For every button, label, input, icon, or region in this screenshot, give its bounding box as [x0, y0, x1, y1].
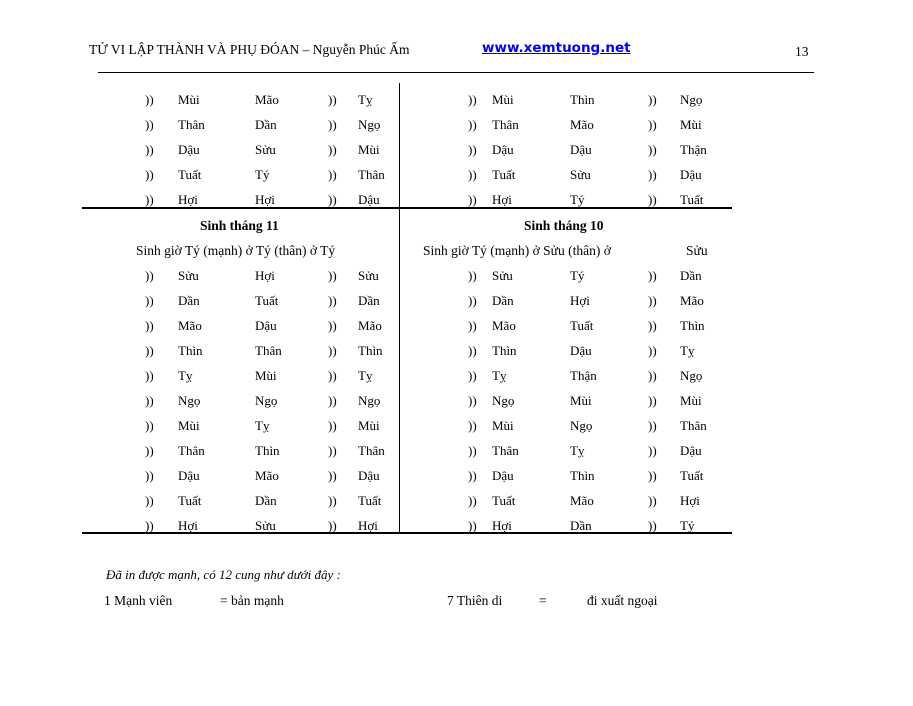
left-row-palace: Ngọ — [178, 393, 201, 408]
right-row-palace: Dần — [492, 293, 514, 308]
top-right-row-palace: Tuất — [492, 167, 516, 182]
right-row-branch: Mão — [570, 493, 594, 508]
left-row-marker2: )) — [328, 293, 337, 308]
top-left-row-marker2: )) — [328, 167, 337, 182]
top-right-row-palace: Dậu — [492, 142, 514, 157]
right-row-palace: Sửu — [492, 268, 513, 283]
right-row-marker2: )) — [648, 268, 657, 283]
right-row-marker2: )) — [648, 393, 657, 408]
top-left-row-branch: Sửu — [255, 142, 276, 157]
left-row-branch: Mùi — [255, 368, 277, 383]
left-row-branch: Tuất — [255, 293, 279, 308]
right-row-palace: Tuất — [492, 493, 516, 508]
left-row-palace: Mão — [178, 318, 202, 333]
top-left-row-branch: Tý — [255, 167, 270, 182]
right-row-marker2: )) — [648, 368, 657, 383]
top-right-row-marker: )) — [468, 117, 477, 132]
right-row-result: Tỵ — [680, 343, 695, 358]
right-row-branch: Thìn — [570, 468, 595, 483]
right-row-marker: )) — [468, 468, 477, 483]
left-row-marker: )) — [145, 443, 154, 458]
top-right-row-palace: Thân — [492, 117, 519, 132]
top-right-row-branch: Tý — [570, 192, 585, 207]
right-row-result: Thân — [680, 418, 707, 433]
right-row-marker: )) — [468, 443, 477, 458]
left-row-marker2: )) — [328, 468, 337, 483]
left-row-marker: )) — [145, 393, 154, 408]
right-row-result: Tuất — [680, 468, 704, 483]
right-row-result: Mùi — [680, 393, 702, 408]
intro-note: Đã in được mạnh, có 12 cung như dưới đây : — [106, 567, 341, 582]
left-row-marker: )) — [145, 318, 154, 333]
left-row-marker2: )) — [328, 268, 337, 283]
right-row-marker2: )) — [648, 293, 657, 308]
left-row-marker2: )) — [328, 343, 337, 358]
left-row-result: Thân — [358, 443, 385, 458]
left-row-branch: Dần — [255, 493, 277, 508]
right-row-result: Ngọ — [680, 368, 703, 383]
section-subtitle-left: Sinh giờ Tý (mạnh) ở Tý (thân) ở Tý — [136, 243, 336, 258]
right-row-branch: Mùi — [570, 393, 592, 408]
left-row-marker: )) — [145, 468, 154, 483]
left-row-branch: Tỵ — [255, 418, 270, 433]
right-row-result: Tý — [680, 518, 695, 533]
left-row-marker2: )) — [328, 368, 337, 383]
left-row-marker: )) — [145, 368, 154, 383]
right-row-marker2: )) — [648, 518, 657, 533]
right-row-result: Dần — [680, 268, 702, 283]
right-row-result: Hợi — [680, 493, 700, 508]
left-row-branch: Thìn — [255, 443, 280, 458]
top-right-row-marker2: )) — [648, 167, 657, 182]
top-right-row-marker: )) — [468, 192, 477, 207]
left-row-branch: Sửu — [255, 518, 276, 533]
top-left-row-branch: Mão — [255, 92, 279, 107]
left-row-palace: Thìn — [178, 343, 203, 358]
left-row-branch: Dậu — [255, 318, 277, 333]
top-right-row-branch: Mão — [570, 117, 594, 132]
right-row-palace: Thân — [492, 443, 519, 458]
top-left-row-marker: )) — [145, 117, 154, 132]
top-left-row-result: Dậu — [358, 192, 380, 207]
header-rule — [98, 72, 814, 73]
left-row-marker: )) — [145, 418, 154, 433]
left-row-result: Mùi — [358, 418, 380, 433]
top-right-row-result: Mùi — [680, 117, 702, 132]
right-row-marker: )) — [468, 368, 477, 383]
right-row-marker2: )) — [648, 318, 657, 333]
top-right-row-result: Thận — [680, 142, 707, 157]
right-row-marker: )) — [468, 493, 477, 508]
left-row-marker: )) — [145, 518, 154, 533]
left-row-marker2: )) — [328, 393, 337, 408]
top-left-row-palace: Tuất — [178, 167, 202, 182]
top-left-row-marker2: )) — [328, 92, 337, 107]
left-row-marker: )) — [145, 268, 154, 283]
document-title: TỬ VI LẬP THÀNH VÀ PHỤ ĐÓAN – Nguyễn Phúc Ấm — [89, 42, 410, 57]
right-row-result: Dậu — [680, 443, 702, 458]
left-row-palace: Dậu — [178, 468, 200, 483]
palace-7-label: 7 Thiên di — [447, 593, 503, 608]
right-row-marker: )) — [468, 518, 477, 533]
left-row-branch: Hợi — [255, 268, 275, 283]
right-row-palace: Ngọ — [492, 393, 515, 408]
section-subtitle-right: Sinh giờ Tý (mạnh) ở Sửu (thân) ở — [423, 243, 611, 258]
right-row-marker2: )) — [648, 418, 657, 433]
right-row-palace: Hợi — [492, 518, 512, 533]
left-row-marker: )) — [145, 493, 154, 508]
left-row-palace: Mùi — [178, 418, 200, 433]
top-left-row-branch: Hợi — [255, 192, 275, 207]
left-row-palace: Sửu — [178, 268, 199, 283]
right-row-marker: )) — [468, 393, 477, 408]
right-row-result: Mão — [680, 293, 704, 308]
top-right-row-palace: Mùi — [492, 92, 514, 107]
left-row-branch: Thân — [255, 343, 282, 358]
section-subtitle-right-tail: Sửu — [686, 243, 708, 258]
right-row-palace: Mùi — [492, 418, 514, 433]
left-row-palace: Tỵ — [178, 368, 193, 383]
right-row-palace: Thìn — [492, 343, 517, 358]
top-left-row-branch: Dần — [255, 117, 277, 132]
right-row-palace: Tỵ — [492, 368, 507, 383]
section-title-right: Sinh tháng 10 — [524, 218, 604, 233]
left-row-marker2: )) — [328, 418, 337, 433]
top-right-row-result: Tuất — [680, 192, 704, 207]
top-left-row-marker2: )) — [328, 142, 337, 157]
top-left-row-marker2: )) — [328, 117, 337, 132]
right-row-marker2: )) — [648, 493, 657, 508]
left-row-result: Hợi — [358, 518, 378, 533]
left-row-marker2: )) — [328, 443, 337, 458]
right-row-branch: Dần — [570, 518, 592, 533]
top-right-row-marker: )) — [468, 92, 477, 107]
right-row-branch: Thận — [570, 368, 597, 383]
right-row-marker2: )) — [648, 443, 657, 458]
top-left-row-result: Thân — [358, 167, 385, 182]
top-right-row-marker: )) — [468, 167, 477, 182]
right-row-marker: )) — [468, 318, 477, 333]
left-row-branch: Ngọ — [255, 393, 278, 408]
top-right-row-palace: Hợi — [492, 192, 512, 207]
top-left-row-result: Ngọ — [358, 117, 381, 132]
top-right-row-branch: Sửu — [570, 167, 591, 182]
left-row-result: Thìn — [358, 343, 383, 358]
left-row-result: Sửu — [358, 268, 379, 283]
left-row-branch: Mão — [255, 468, 279, 483]
top-right-row-marker: )) — [468, 142, 477, 157]
left-row-marker2: )) — [328, 318, 337, 333]
top-left-row-marker: )) — [145, 92, 154, 107]
left-row-marker2: )) — [328, 518, 337, 533]
top-left-row-palace: Thân — [178, 117, 205, 132]
palace-1-value: = bản mạnh — [220, 593, 284, 608]
left-row-result: Tỵ — [358, 368, 373, 383]
left-row-palace: Dần — [178, 293, 200, 308]
right-row-branch: Tỵ — [570, 443, 585, 458]
top-right-row-branch: Thìn — [570, 92, 595, 107]
left-row-palace: Thân — [178, 443, 205, 458]
left-row-palace: Hợi — [178, 518, 198, 533]
left-row-marker2: )) — [328, 493, 337, 508]
website-link[interactable]: www.xemtuong.net — [482, 40, 631, 56]
left-row-result: Dậu — [358, 468, 380, 483]
right-row-branch: Tuất — [570, 318, 594, 333]
left-row-result: Dần — [358, 293, 380, 308]
column-divider — [399, 83, 400, 534]
right-row-branch: Ngọ — [570, 418, 593, 433]
top-left-row-palace: Dậu — [178, 142, 200, 157]
left-row-marker: )) — [145, 343, 154, 358]
right-row-marker: )) — [468, 343, 477, 358]
top-right-row-marker2: )) — [648, 192, 657, 207]
top-right-row-marker2: )) — [648, 92, 657, 107]
palace-1-label: 1 Mạnh viên — [104, 593, 173, 608]
right-row-marker: )) — [468, 268, 477, 283]
top-left-row-marker: )) — [145, 142, 154, 157]
top-right-row-marker2: )) — [648, 142, 657, 157]
page-number: 13 — [795, 44, 809, 59]
top-left-row-marker: )) — [145, 167, 154, 182]
top-left-row-palace: Mùi — [178, 92, 200, 107]
left-row-palace: Tuất — [178, 493, 202, 508]
left-row-result: Ngọ — [358, 393, 381, 408]
right-row-marker2: )) — [648, 343, 657, 358]
palace-7-eq: = — [539, 593, 547, 608]
top-right-row-branch: Dậu — [570, 142, 592, 157]
top-left-row-result: Tỵ — [358, 92, 373, 107]
right-row-branch: Tý — [570, 268, 585, 283]
top-right-row-result: Ngọ — [680, 92, 703, 107]
right-row-marker: )) — [468, 293, 477, 308]
right-row-result: Thìn — [680, 318, 705, 333]
top-left-row-result: Mùi — [358, 142, 380, 157]
top-left-row-marker: )) — [145, 192, 154, 207]
left-row-result: Mão — [358, 318, 382, 333]
left-row-result: Tuất — [358, 493, 382, 508]
top-left-row-marker2: )) — [328, 192, 337, 207]
top-right-row-marker2: )) — [648, 117, 657, 132]
left-row-marker: )) — [145, 293, 154, 308]
right-row-marker2: )) — [648, 468, 657, 483]
right-row-palace: Mão — [492, 318, 516, 333]
right-row-branch: Dậu — [570, 343, 592, 358]
top-right-row-result: Dậu — [680, 167, 702, 182]
palace-7-value: đi xuất ngoại — [587, 593, 658, 608]
top-left-row-palace: Hợi — [178, 192, 198, 207]
right-row-marker: )) — [468, 418, 477, 433]
section-title-left: Sinh tháng 11 — [200, 218, 279, 233]
right-row-palace: Dậu — [492, 468, 514, 483]
right-row-branch: Hợi — [570, 293, 590, 308]
